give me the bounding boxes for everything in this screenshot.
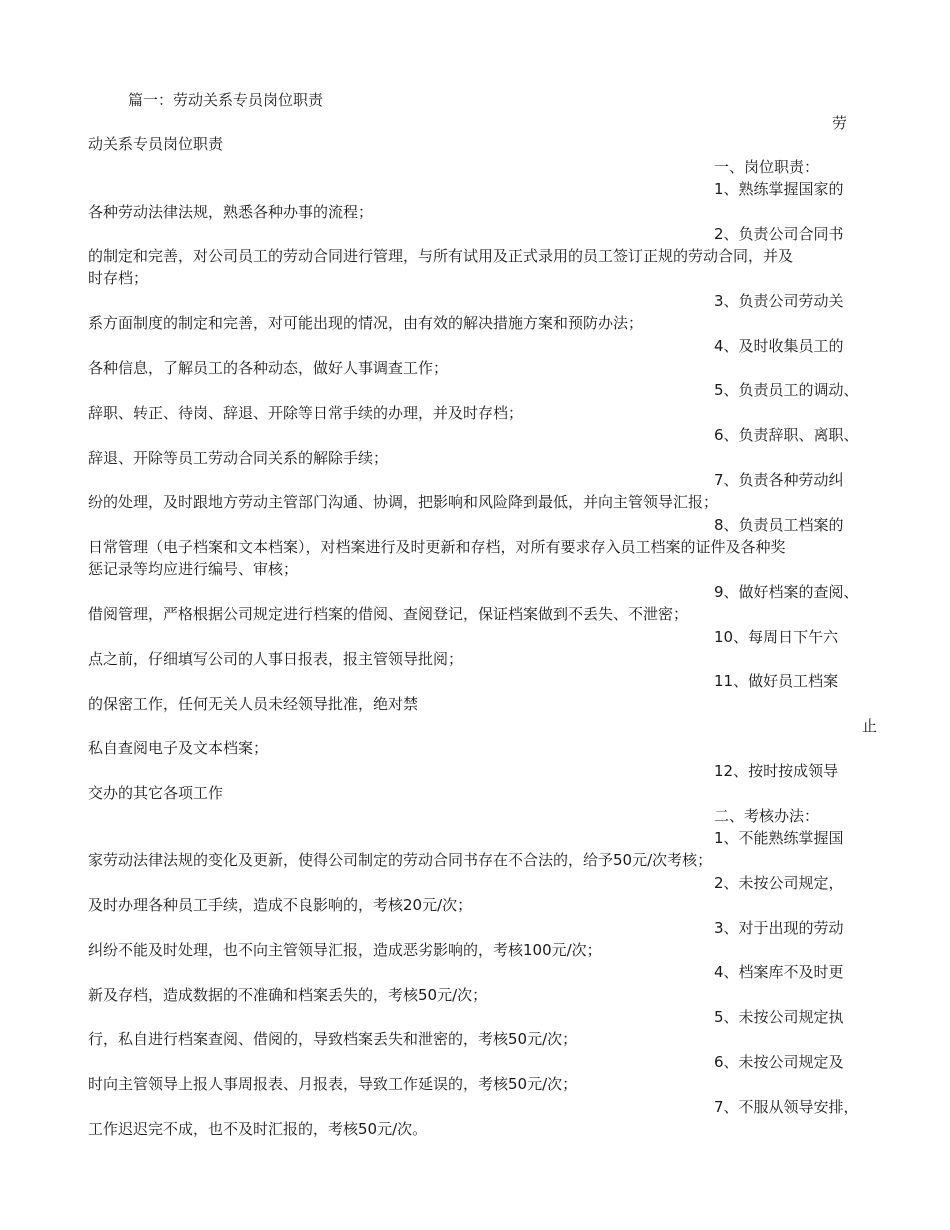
duty-11-text: 的保密工作，任何无关人员未经领导批准，绝对禁 [88,695,419,713]
duty-7-head: 7、负责各种劳动纠 [714,471,844,489]
assess-1-text: 家劳动法律法规的变化及更新，使得公司制定的劳动合同书存在不合法的，给予50元/次考核； [88,851,713,869]
duty-9-text: 借阅管理，严格根据公司规定进行档案的借阅、查阅登记，保证档案做到不丢失、不泄密； [88,605,689,623]
duty-5-text: 辞职、转正、待岗、辞退、开除等日常手续的办理，并及时存档； [88,404,524,422]
assess-4-text: 新及存档，造成数据的不准确和档案丢失的，考核50元/次； [88,986,488,1004]
duty-8-text: 日常管理（电子档案和文本档案），对档案进行及时更新和存档，对所有要求存入员工档案的证件及各种奖 [88,538,786,556]
duty-7-text: 纷的处理，及时跟地方劳动主管部门沟通、协调，把影响和风险降到最低，并向主管领导汇报； [88,493,719,511]
duty-3-text: 系方面制度的制定和完善，对可能出现的情况，由有效的解决措施方案和预防办法； [88,314,644,332]
section-heading-duties: 一、岗位职责： [714,158,820,176]
assess-3-head: 3、对于出现的劳动 [714,919,844,937]
duty-8-text-cont: 惩记录等均应进行编号、审核； [88,560,299,578]
duty-2-head: 2、负责公司合同书 [714,225,844,243]
assess-5-head: 5、未按公司规定执 [714,1008,844,1026]
duty-12-text: 交办的其它各项工作 [88,784,224,802]
duty-4-text: 各种信息，了解员工的各种动态，做好人事调查工作； [88,359,449,377]
title-fragment: 劳 [832,114,848,132]
duty-11-fragment: 止 [862,717,878,735]
duty-1-text: 各种劳动法律法规，熟悉各种办事的流程； [88,203,374,221]
section-heading-assessment: 二、考核办法： [714,807,820,825]
duty-4-head: 4、及时收集员工的 [714,337,844,355]
duty-12-head: 12、按时按成领导 [714,762,839,780]
duty-8-head: 8、负责员工档案的 [714,516,844,534]
duty-10-text: 点之前，仔细填写公司的人事日报表，报主管领导批阅； [88,650,464,668]
duty-11-text-tail: 私自查阅电子及文本档案； [88,739,269,757]
assess-6-text: 时向主管领导上报人事周报表、月报表，导致工作延误的，考核50元/次； [88,1075,578,1093]
duty-3-head: 3、负责公司劳动关 [714,292,844,310]
assess-4-head: 4、档案库不及时更 [714,963,844,981]
duty-6-head: 6、负责辞职、离职、 [714,426,859,444]
duty-9-head: 9、做好档案的查阅、 [714,583,859,601]
duty-10-head: 10、每周日下午六 [714,628,839,646]
assess-7-head: 7、不服从领导安排， [714,1098,859,1116]
assess-1-head: 1、不能熟练掌握国 [714,829,844,847]
duty-1-head: 1、熟练掌握国家的 [714,180,844,198]
duty-5-head: 5、负责员工的调动、 [714,381,859,399]
assess-2-head: 2、未按公司规定， [714,874,844,892]
duty-2-text-cont: 时存档； [88,269,149,287]
document-title: 篇一：劳动关系专员岗位职责 [128,91,324,109]
assess-7-text: 工作迟迟完不成，也不及时汇报的，考核50元/次。 [88,1120,428,1138]
assess-5-text: 行，私自进行档案查阅、借阅的，导致档案丢失和泄密的，考核50元/次； [88,1030,578,1048]
duty-2-text: 的制定和完善，对公司员工的劳动合同进行管理，与所有试用及正式录用的员工签订正规的劳动合同，并及 [88,247,794,265]
duty-6-text: 辞退、开除等员工劳动合同关系的解除手续； [88,449,389,467]
assess-6-head: 6、未按公司规定及 [714,1053,844,1071]
assess-3-text: 纠纷不能及时处理，也不向主管领导汇报，造成恶劣影响的，考核100元/次； [88,941,602,959]
duty-11-head: 11、做好员工档案 [714,672,839,690]
title-continuation: 动关系专员岗位职责 [88,135,224,153]
assess-2-text: 及时办理各种员工手续，造成不良影响的，考核20元/次； [88,896,473,914]
